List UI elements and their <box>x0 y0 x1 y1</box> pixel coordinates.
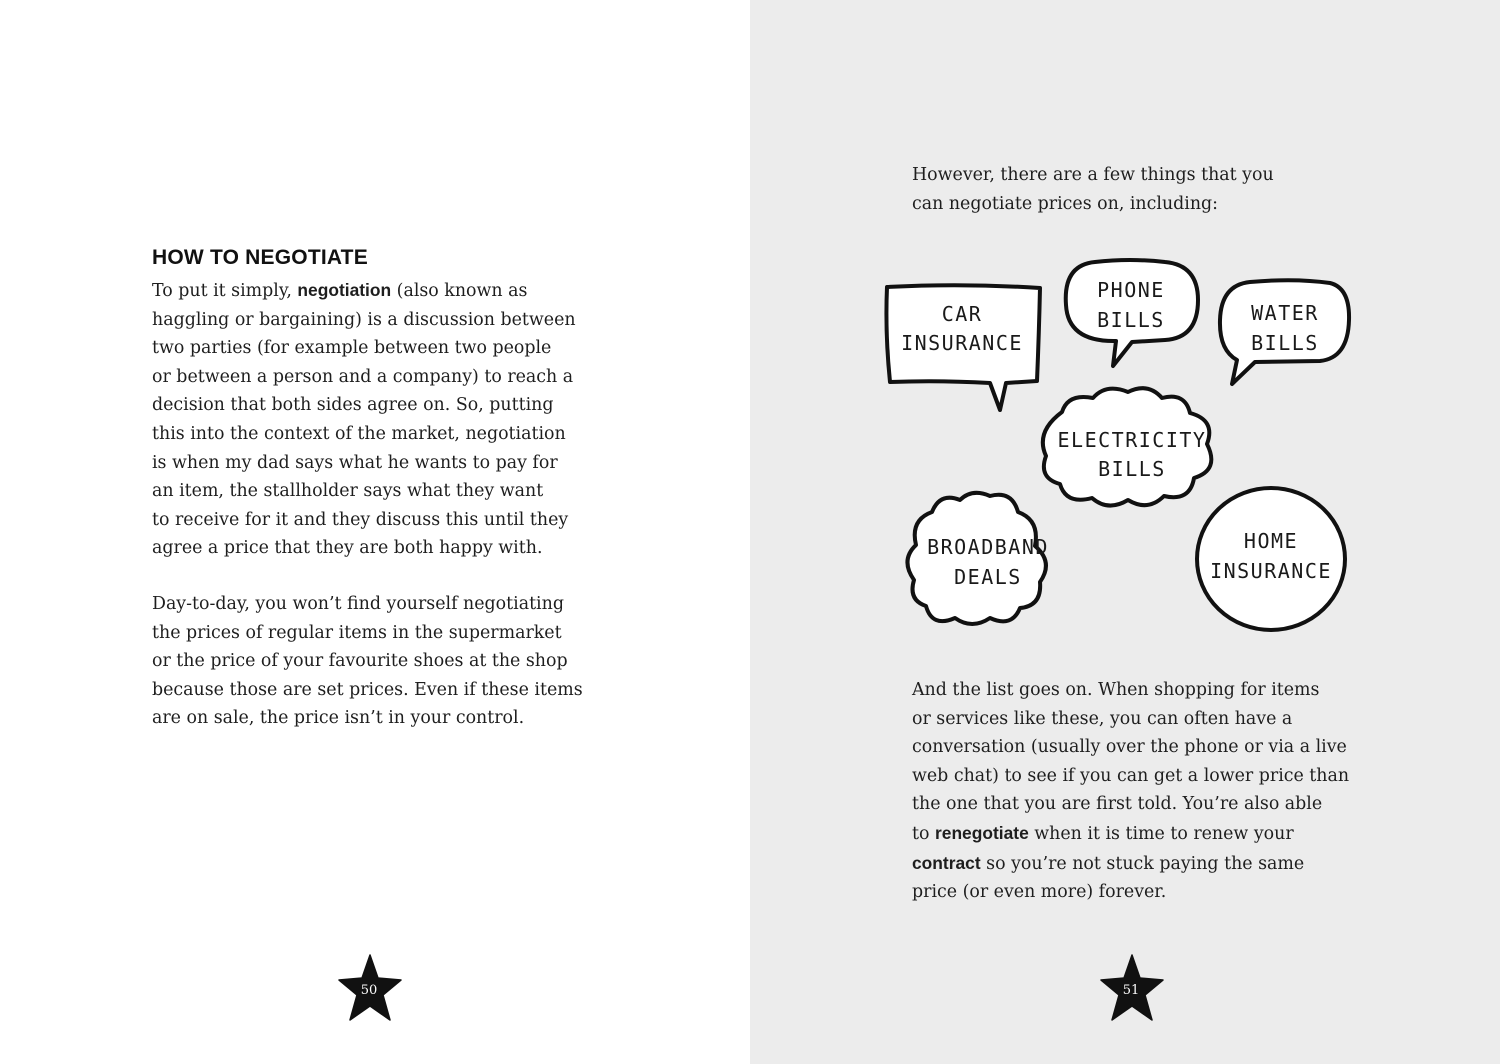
text-line: the one that you are first told. You’re also able <box>912 794 1323 815</box>
paragraph-negotiation-definition <box>152 276 576 563</box>
text-line: or services like these, you can often have a <box>912 708 1293 729</box>
bubble-label: BROADBAND <box>927 535 1049 559</box>
bubble-water-bills <box>1220 280 1349 384</box>
text-line: or the price of your favourite shoes at the shop <box>152 651 568 672</box>
text-line: agree a price that they are both happy with. <box>152 538 543 559</box>
page-number-star <box>1100 953 1164 1023</box>
right-page <box>750 0 1500 1064</box>
bubble-label: INSURANCE <box>901 331 1023 355</box>
text-line: the prices of regular items in the supermarket <box>152 622 562 643</box>
page-number: 51 <box>1122 983 1140 998</box>
paragraph-set-prices <box>152 590 583 733</box>
bubble-phone-bills <box>1066 260 1198 366</box>
text-line: because those are set prices. Even if these items <box>152 679 583 700</box>
text-line: web chat) to see if you can get a lower price than <box>912 765 1350 786</box>
text-line: or between a person and a company) to reach a <box>152 366 574 387</box>
text-line: this into the context of the market, negotiation <box>152 423 566 444</box>
text-line: is when my dad says what he wants to pay for <box>152 452 558 473</box>
bubble-label: INSURANCE <box>1210 559 1332 583</box>
bold-term-renegotiate: renegotiate <box>935 822 1029 843</box>
bubble-electricity-bills <box>1043 388 1212 505</box>
text-line: to receive for it and they discuss this until they <box>152 509 569 530</box>
text-line: to renegotiate when it is time to renew your <box>912 822 1294 844</box>
bold-term-contract: contract <box>912 852 981 873</box>
text-line: Day-to-day, you won’t find yourself negotiating <box>152 594 564 614</box>
bubble-home-insurance <box>1197 488 1345 630</box>
speech-bubbles-illustration <box>750 0 1500 680</box>
page-number: 50 <box>360 983 378 998</box>
bold-term-negotiation: negotiation <box>297 280 392 300</box>
text-line: an item, the stallholder says what they want <box>152 481 544 502</box>
text-line: To put it simply, negotiation (also known as <box>152 280 528 301</box>
text-line: price (or even more) forever. <box>912 882 1167 903</box>
text-line: However, there are a few things that you <box>912 165 1274 185</box>
bubble-label: BILLS <box>1097 308 1165 332</box>
text-line: contract so you’re not stuck paying the same <box>912 852 1305 874</box>
text-line: haggling or bargaining) is a discussion between <box>152 309 576 330</box>
bubble-broadband-deals <box>907 493 1048 624</box>
text-line: can negotiate prices on, including: <box>912 193 1219 214</box>
text-line: conversation (usually over the phone or via a live <box>912 737 1347 758</box>
bubble-car-insurance <box>886 285 1040 410</box>
bubble-label: BILLS <box>1098 457 1166 481</box>
text-line: two parties (for example between two people <box>152 338 552 359</box>
text-line: decision that both sides agree on. So, putting <box>152 395 554 416</box>
bubble-label: CAR <box>941 302 983 326</box>
bubble-label: BILLS <box>1251 331 1319 355</box>
section-heading: HOW TO NEGOTIATE <box>152 246 368 269</box>
bubble-label: HOME <box>1243 529 1299 553</box>
text-line: And the list goes on. When shopping for items <box>912 680 1320 700</box>
page-number-star <box>338 953 402 1023</box>
bubble-label: ELECTRICITY <box>1057 428 1207 452</box>
bubble-label: WATER <box>1251 301 1319 325</box>
bubble-label: DEALS <box>954 565 1022 589</box>
text-line: are on sale, the price isn’t in your control. <box>152 708 525 729</box>
paragraph-outro <box>912 676 1349 907</box>
bubble-label: PHONE <box>1097 278 1165 302</box>
